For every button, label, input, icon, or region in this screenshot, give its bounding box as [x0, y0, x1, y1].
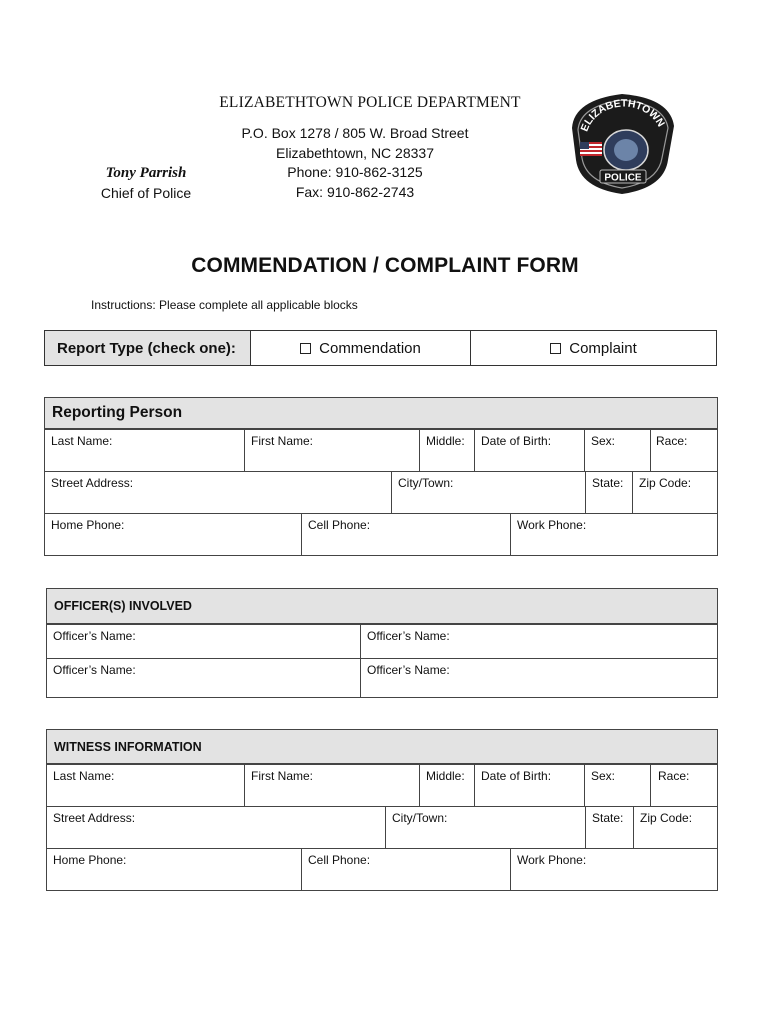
department-title: ELIZABETHTOWN POLICE DEPARTMENT [219, 94, 521, 111]
police-badge-logo [564, 90, 680, 196]
street-address-field[interactable]: Street Address: [51, 476, 134, 490]
work-phone-field[interactable]: Work Phone: [510, 514, 717, 555]
badge-top-text: ELIZABETHTOWN [578, 97, 667, 134]
badge-seal-center [614, 139, 638, 161]
zip-field[interactable]: Zip Code: [632, 472, 717, 513]
officers-row-2 [47, 658, 717, 697]
complaint-option[interactable] [471, 331, 716, 365]
officers-section [46, 588, 718, 698]
badge-bottom-text: POLICE [604, 172, 642, 184]
witness-heading: WITNESS INFORMATION [47, 730, 717, 764]
witness-street-field[interactable]: Street Address: [53, 811, 136, 825]
reporting-person-section [44, 397, 718, 556]
form-title: COMMENDATION / COMPLAINT FORM [191, 254, 579, 277]
city-field[interactable]: City/Town: [391, 472, 585, 513]
commendation-option[interactable] [251, 331, 471, 365]
last-name-field[interactable]: Last Name: [51, 434, 113, 448]
witness-first-name-field[interactable]: First Name: [244, 765, 419, 806]
flag-icon [580, 142, 602, 156]
reporting-row-2 [45, 471, 717, 513]
state-field[interactable]: State: [585, 472, 632, 513]
address-line: P.O. Box 1278 / 805 W. Broad Street [241, 125, 469, 141]
witness-last-name-field[interactable]: Last Name: [53, 769, 115, 783]
race-field[interactable]: Race: [650, 430, 717, 471]
officer-name-field[interactable]: Officer’s Name: [53, 663, 136, 677]
address-line: Elizabethtown, NC 28337 [276, 144, 434, 161]
witness-zip-field[interactable]: Zip Code: [633, 807, 717, 848]
reporting-person-heading: Reporting Person [45, 398, 717, 429]
officer-name-field[interactable]: Officer’s Name: [53, 629, 136, 643]
witness-race-field[interactable]: Race: [650, 765, 717, 806]
sex-field[interactable]: Sex: [584, 430, 650, 471]
witness-section [46, 729, 718, 891]
first-name-field[interactable]: First Name: [244, 430, 419, 471]
witness-dob-field[interactable]: Date of Birth: [474, 765, 584, 806]
chief-name: Tony Parrish [105, 165, 187, 181]
middle-field[interactable]: Middle: [419, 430, 474, 471]
witness-sex-field[interactable]: Sex: [584, 765, 650, 806]
reporting-row-3 [45, 513, 717, 555]
witness-work-phone-field[interactable]: Work Phone: [510, 849, 717, 890]
chief-title: Chief of Police [100, 185, 192, 201]
commendation-checkbox[interactable] [300, 343, 311, 354]
instructions: Instructions: Please complete all applicable blocks [91, 298, 358, 312]
home-phone-field[interactable]: Home Phone: [51, 518, 125, 532]
report-type-label: Report Type (check one): [45, 331, 251, 365]
cell-phone-field[interactable]: Cell Phone: [301, 514, 510, 555]
complaint-checkbox[interactable] [550, 343, 561, 354]
commendation-label: Commendation [319, 339, 421, 357]
witness-row-2 [47, 806, 717, 848]
chief-block [80, 163, 212, 203]
witness-city-field[interactable]: City/Town: [385, 807, 585, 848]
report-type-row [44, 330, 717, 366]
officer-name-field[interactable]: Officer’s Name: [360, 625, 717, 658]
phone-line: Phone: 910-862-3125 [287, 164, 423, 180]
officers-row-1 [47, 624, 717, 658]
dob-field[interactable]: Date of Birth: [474, 430, 584, 471]
witness-middle-field[interactable]: Middle: [419, 765, 474, 806]
department-address [210, 124, 500, 202]
officer-name-field[interactable]: Officer’s Name: [360, 659, 717, 697]
complaint-label: Complaint [569, 339, 637, 357]
officers-heading: OFFICER(S) INVOLVED [47, 589, 717, 624]
witness-cell-phone-field[interactable]: Cell Phone: [301, 849, 510, 890]
fax-line: Fax: 910-862-2743 [295, 183, 415, 200]
reporting-row-1 [45, 429, 717, 471]
witness-home-phone-field[interactable]: Home Phone: [53, 853, 127, 867]
witness-row-1 [47, 764, 717, 806]
witness-row-3 [47, 848, 717, 890]
witness-state-field[interactable]: State: [585, 807, 633, 848]
